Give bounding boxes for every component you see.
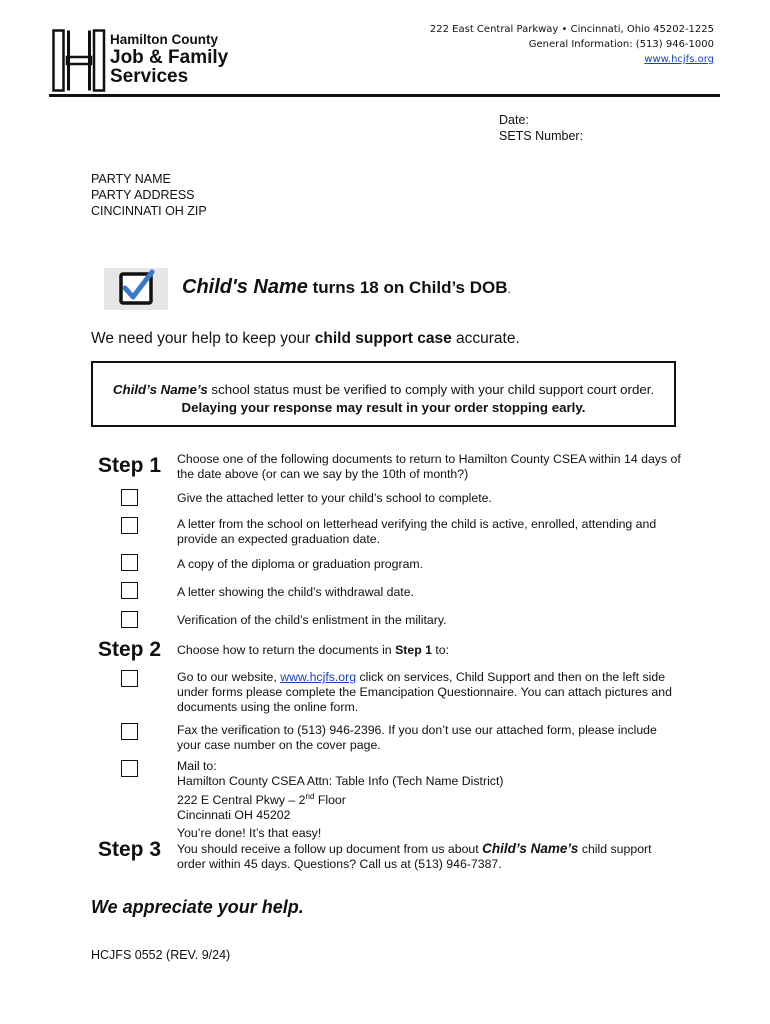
mail-line-1: Hamilton County CSEA Attn: Table Info (Tech Name District) [177, 774, 504, 788]
step-1-option-4: A letter showing the child’s withdrawal date. [177, 585, 414, 599]
header-phone: General Information: (513) 946-1000 [528, 39, 714, 50]
step-3-line-2-pre: You should receive a follow up document from us about [177, 842, 483, 856]
step-1-option-5: Verification of the child’s enlistment in the military. [177, 613, 447, 627]
header-address: 222 East Central Parkway • Cincinnati, Ohio 45202-1225 [429, 24, 714, 35]
mail-line-2-pre: 222 E Central Pkwy – 2 [177, 793, 306, 808]
date-block [499, 112, 583, 144]
party-name: PARTY NAME [91, 172, 171, 186]
headline-period: . [507, 282, 511, 296]
mail-line-2 [177, 789, 682, 808]
logo-wordmark [110, 32, 228, 86]
logo-line-3: Services [110, 66, 189, 87]
step-3-line-2 [177, 841, 682, 872]
step-3-line-1: You’re done! It’s that easy! [177, 826, 322, 840]
party-address: PARTY ADDRESS [91, 188, 195, 202]
step-1-intro: Choose one of the following documents to return to Hamilton County CSEA within 14 days of the date above (or can we say by the 10th of month?) [177, 452, 681, 481]
mail-line-2-post: Floor [314, 793, 346, 808]
logo-line-2: Job & Family [110, 47, 229, 68]
step-1-option-1-checkbox[interactable] [121, 489, 138, 506]
step-1-option-2-checkbox[interactable] [121, 517, 138, 534]
step-2-fax-checkbox[interactable] [121, 723, 138, 740]
intro-post: accurate. [451, 330, 520, 347]
headline-rest: turns 18 on Child’s DOB [307, 278, 508, 297]
mail-label: Mail to: [177, 759, 217, 773]
step-2-intro-bold: Step 1 [395, 643, 432, 657]
step-1-option-1: Give the attached letter to your child’s school to complete. [177, 491, 492, 505]
headline-child-name: Child's Name [182, 276, 308, 298]
logo-line-1: Hamilton County [110, 32, 218, 47]
step-2-mail-checkbox[interactable] [121, 760, 138, 777]
form-number: HCJFS 0552 (REV. 9/24) [91, 948, 231, 962]
step-1-option-2: A letter from the school on letterhead verifying the child is active, enrolled, attending and provide an expected graduation date. [177, 517, 657, 546]
step-1-option-3-checkbox[interactable] [121, 554, 138, 571]
step-3-label: Step 3 [98, 838, 162, 861]
step-1-option-5-checkbox[interactable] [121, 611, 138, 628]
date-label: Date: [499, 113, 529, 127]
notice-box [91, 361, 676, 427]
step-2-fax-option: Fax the verification to (513) 946-2396. If you don’t use our attached form, please include your case number on the cover page. [177, 723, 657, 752]
step-2-label: Step 2 [98, 638, 162, 661]
closing-text: We appreciate your help. [91, 897, 304, 917]
step-1-label: Step 1 [98, 454, 162, 477]
header-website-link[interactable]: www.hcjfs.org [644, 54, 714, 65]
header-contact [430, 22, 714, 67]
sets-number-label: SETS Number: [499, 129, 584, 143]
step-2-intro-post: to: [431, 643, 450, 657]
notice-child-name: Child’s Name’s [112, 382, 208, 397]
step-3-text [177, 826, 682, 872]
headline [182, 276, 511, 299]
step-3-line-2-post: child support order within 45 days. Questions? Call us at (513) 946-7387. [177, 842, 652, 871]
notice-line-1: school status must be verified to comply with your child support court order. [207, 382, 655, 397]
step-2-mail-option [177, 759, 682, 823]
step-2-website-checkbox[interactable] [121, 670, 138, 687]
mail-line-3: Cincinnati OH 45202 [177, 808, 291, 823]
intro-pre: We need your help to keep your [91, 330, 315, 347]
step-2-intro-pre: Choose how to return the documents in [177, 643, 396, 657]
step-3-child-name: Child’s Name’s [482, 841, 579, 856]
party-city: CINCINNATI OH ZIP [91, 204, 207, 218]
intro-bold: child support case [314, 330, 452, 347]
website-link[interactable]: www.hcjfs.org [280, 670, 357, 684]
hcjfs-logo-icon [52, 29, 106, 92]
web-pre: Go to our website, [177, 670, 281, 684]
mail-line-2-sup: nd [305, 792, 315, 801]
intro-text [91, 330, 520, 348]
step-1-option-4-checkbox[interactable] [121, 582, 138, 599]
notice-line-2: Delaying your response may result in your order stopping early. [181, 400, 586, 415]
step-2-website-option [177, 670, 682, 715]
header-rule [49, 94, 720, 97]
recipient-address [91, 171, 207, 219]
step-2-intro [177, 643, 682, 658]
checkbox-banner-icon [104, 268, 168, 310]
step-1-option-3: A copy of the diploma or graduation program. [177, 557, 424, 571]
web-post: click on services, Child Support and then on the left side under forms please complete the Emancipation Questionnaire. You can attach pictures and documents using the online form. [177, 670, 672, 714]
